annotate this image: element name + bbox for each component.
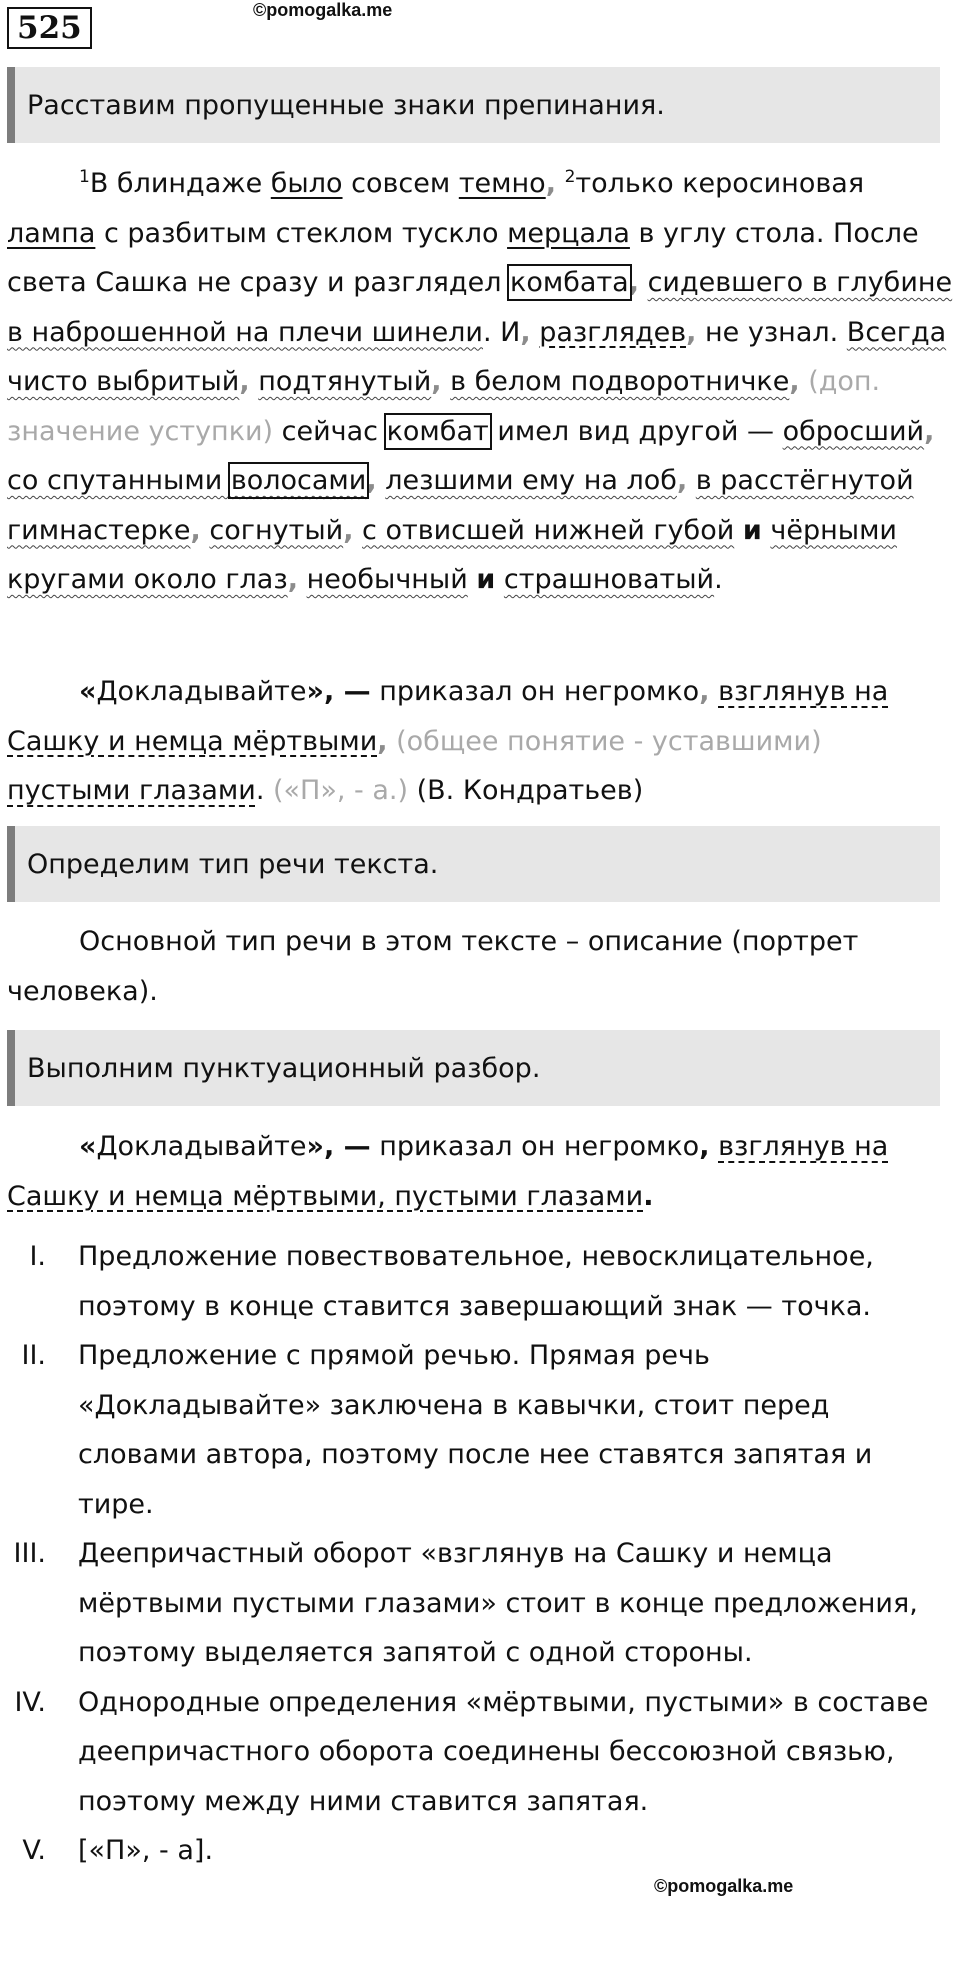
gray-note: («П», - а.) — [273, 775, 409, 806]
section-heading-text: Выполним пунктуационный разбор. — [27, 1052, 541, 1084]
text-run: сейчас — [273, 415, 387, 447]
period: . — [643, 1180, 654, 1212]
list-item — [0, 1826, 960, 1876]
list-item — [0, 1678, 960, 1827]
watermark-top: ©pomogalka.me — [253, 0, 393, 20]
list-text: [«П», - а]. — [78, 1835, 214, 1866]
inserted-comma: , — [545, 168, 556, 199]
homogeneous-member: с отвисшей нижней губой — [362, 514, 735, 546]
text-run — [709, 676, 718, 707]
text-run: не узнал. — [696, 316, 847, 348]
quote-mark: « — [79, 676, 97, 707]
text-run: (В. Кондратьев) — [408, 775, 644, 806]
list-number: I. — [29, 1241, 46, 1272]
inserted-comma: , — [699, 676, 710, 707]
conjunction: и — [476, 564, 496, 595]
text-run — [800, 366, 809, 397]
homogeneous-member: в расстёгнутой гимнастерке — [7, 465, 914, 546]
homogeneous-member: необычный — [306, 564, 468, 595]
text-run: в углу стола. После света Сашка не сразу и разглядел — [7, 217, 919, 298]
inserted-comma: , — [190, 514, 201, 546]
text-run — [639, 267, 648, 298]
gerund-word: разглядев — [539, 316, 687, 348]
list-text: Однородные определения «мёртвыми, пустыми» в составе деепричастного оборота соединены бессоюзной связью, поэтому между ними ставится запятая. — [78, 1686, 929, 1817]
section-heading-text: Расставим пропущенные знаки препинания. — [27, 89, 665, 121]
list-number: IV. — [14, 1686, 46, 1718]
list-item — [0, 1331, 960, 1529]
text-run — [298, 564, 307, 595]
text-run: только керосиновая — [575, 168, 865, 199]
participle-phrase: Всегда чисто выбритый — [7, 316, 947, 397]
list-item — [0, 1232, 960, 1331]
list-text: Предложение повествовательное, невосклицательное, поэтому в конце ставится завершающий знак — точка. — [78, 1241, 874, 1322]
gray-note: (общее понятие - уставшими) — [396, 725, 822, 757]
text-run: Докладывайте — [96, 676, 307, 707]
predicate-word: было — [270, 168, 343, 199]
boxed-word: комбат — [386, 415, 489, 447]
participle-phrase: сидевшего в глубине в наброшенной на плечи шинели — [7, 267, 953, 348]
text-run — [377, 465, 386, 496]
list-item — [0, 1529, 960, 1678]
text-run — [353, 515, 362, 546]
text-run: совсем — [342, 168, 459, 199]
inserted-comma: , — [431, 366, 442, 397]
homogeneous-member: со спутанными — [7, 465, 231, 496]
speech-type-paragraph: Основной тип речи в этом тексте – описание (портрет человека). — [7, 926, 859, 1007]
inserted-comma: , — [628, 267, 639, 298]
participle-phrase: лезшими ему на лоб — [385, 465, 677, 496]
section-heading-punctuation — [7, 67, 940, 143]
inserted-comma: , — [343, 514, 354, 546]
analysis-list — [0, 1232, 960, 1876]
text-run — [709, 1131, 718, 1162]
gerund-phrase: взглянув на Сашку и немца мёртвыми, пустыми глазами — [7, 1131, 889, 1212]
text-run — [388, 726, 397, 757]
text-run — [495, 564, 504, 595]
predicate-word: мерцала — [507, 217, 630, 249]
text-run — [556, 168, 565, 199]
list-number: III. — [13, 1538, 46, 1569]
comma: , — [699, 1131, 710, 1162]
homogeneous-member: в белом подворотничке — [450, 366, 790, 397]
section-heading-text: Определим тип речи текста. — [27, 848, 439, 880]
inserted-comma: , — [686, 316, 697, 348]
inserted-comma: , — [676, 465, 688, 496]
quote-dash: », — — [306, 676, 371, 707]
homogeneous-member: согнутый — [209, 514, 344, 546]
quote-mark: « — [79, 1131, 97, 1162]
text-run: В блиндаже — [89, 168, 271, 199]
task-number: 525 — [7, 7, 92, 49]
text-run: Докладывайте — [96, 1131, 307, 1162]
text-run: приказал он негромко — [370, 1131, 700, 1162]
text-run: приказал он негромко — [370, 676, 700, 707]
inserted-comma: , — [366, 465, 377, 496]
watermark-bottom: ©pomogalka.me — [654, 1876, 794, 1896]
sentence-number: 1 — [79, 167, 90, 187]
list-text: Предложение с прямой речью. Прямая речь «Докладывайте» заключена в кавычки, стоит перед словами автора, поэтому после нее ставятся запятая и тире. — [78, 1340, 873, 1520]
list-text: Деепричастный оборот «взглянув на Сашку и немца мёртвыми пустыми глазами» стоит в конце предложения, поэтому выделяется запятой с одной стороны. — [78, 1538, 918, 1668]
gerund-phrase: пустыми глазами — [7, 775, 256, 806]
list-number: II. — [21, 1340, 46, 1371]
subject-word: лампа — [7, 217, 96, 249]
text-run — [531, 317, 540, 348]
inserted-comma: , — [287, 564, 298, 595]
text-paragraph-2 — [7, 667, 953, 816]
homogeneous-member: чёрными кругами около глаз — [7, 514, 897, 595]
analyzed-sentence — [7, 1122, 953, 1221]
text-paragraph-1 — [7, 159, 953, 605]
inserted-comma: , — [520, 316, 531, 348]
boxed-word: волосами — [230, 465, 367, 496]
predicate-word: темно — [458, 168, 546, 199]
quote-dash: », — — [306, 1131, 371, 1162]
conjunction: и — [742, 514, 762, 546]
inserted-comma: , — [789, 366, 800, 397]
text-run — [250, 366, 259, 397]
boxed-word: комбата — [510, 267, 629, 298]
homogeneous-member: подтянутый — [258, 366, 432, 397]
homogeneous-member: обросший — [782, 415, 925, 447]
text-run: . — [255, 775, 273, 806]
text-run — [687, 465, 696, 496]
text-run: имел вид другой — — [488, 415, 783, 447]
text-run — [734, 515, 743, 546]
section-heading-analysis — [7, 1030, 940, 1106]
text-run: . — [714, 564, 723, 595]
text-run: с разбитым стеклом тускло — [95, 217, 508, 249]
text-run — [442, 366, 451, 397]
list-number: V. — [22, 1835, 46, 1866]
inserted-comma: , — [377, 725, 388, 757]
text-run: . И — [482, 316, 521, 348]
sentence-number: 2 — [564, 167, 576, 187]
section-heading-speech-type — [7, 826, 940, 902]
gerund-phrase: взглянув на Сашку и немца мёртвыми — [7, 676, 889, 757]
gray-note: (доп. значение уступки) — [7, 366, 881, 447]
inserted-comma: , — [924, 415, 935, 447]
inserted-comma: , — [239, 366, 250, 397]
homogeneous-member: страшноватый — [503, 564, 715, 595]
